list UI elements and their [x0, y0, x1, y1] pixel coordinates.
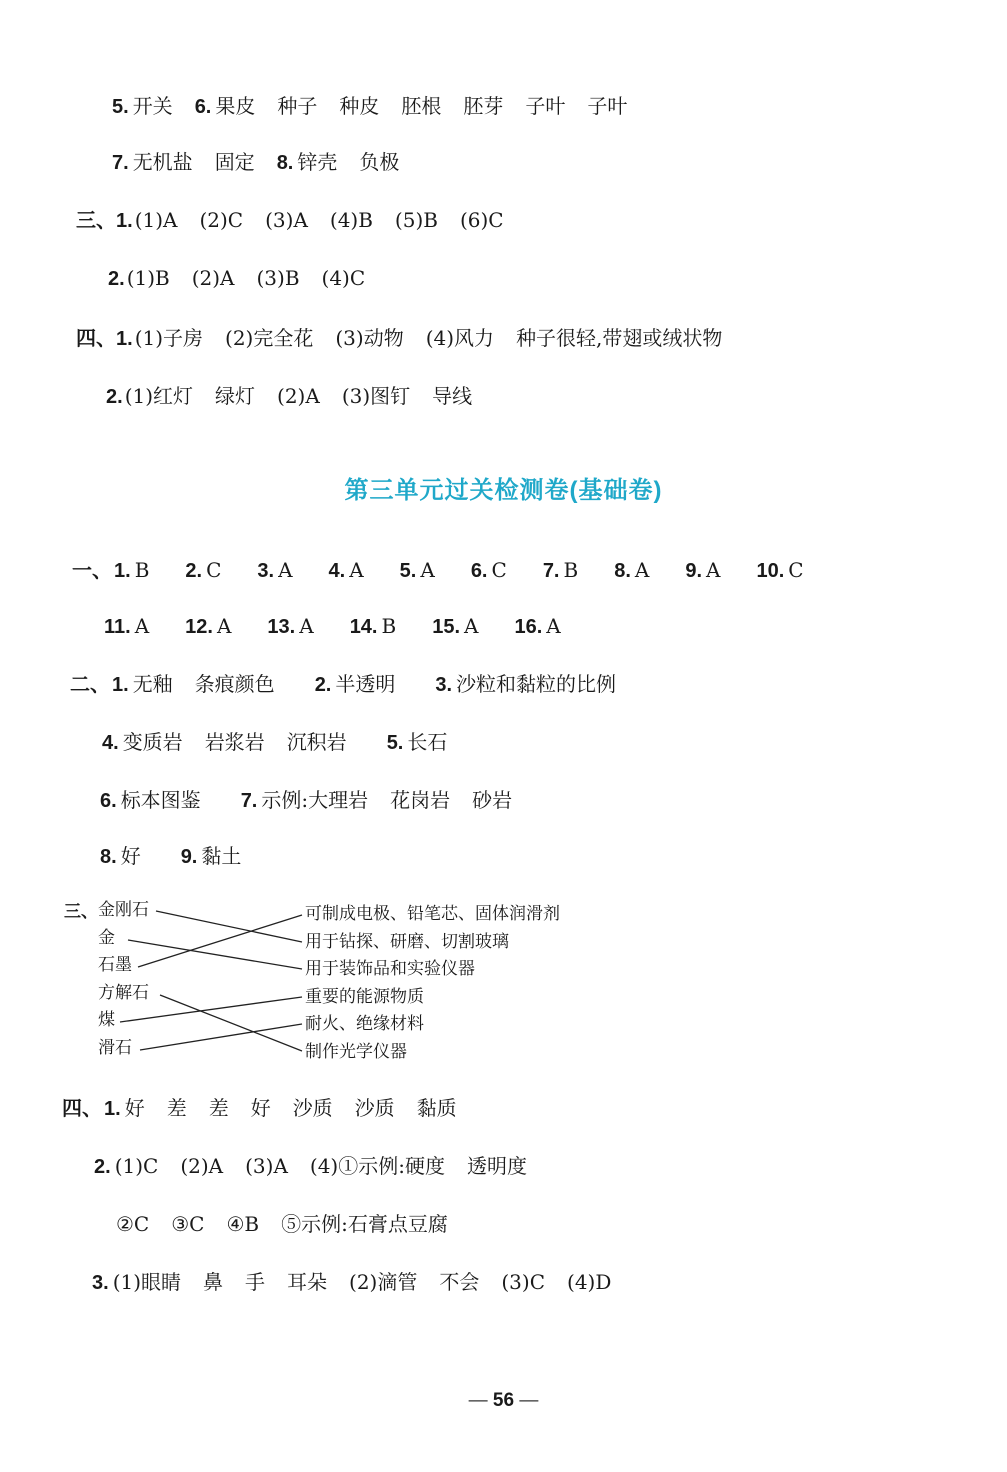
match-line [120, 997, 302, 1022]
answer: 负极 [359, 150, 400, 174]
answer: B [134, 558, 150, 582]
answer: (4)B [329, 208, 373, 232]
answer: 胚芽 [463, 94, 504, 118]
section-prefix: 三、 [64, 902, 98, 921]
page-number: 56 [492, 1390, 515, 1411]
mineral-gold: 金 [98, 927, 115, 948]
match-line [156, 911, 302, 942]
answer: A [546, 614, 561, 638]
answer: 标本图鉴 [120, 788, 201, 812]
answer: 开关 [132, 94, 173, 118]
use-electrode: 可制成电极、铅笔芯、固体润滑剂 [305, 904, 560, 924]
answer: A [349, 558, 364, 582]
item-number: 3. [435, 674, 453, 696]
answer: 种皮 [339, 94, 380, 118]
item-number: 4. [328, 560, 346, 582]
answer: (1)A [134, 208, 178, 232]
answer: 条痕颜色 [194, 672, 275, 696]
page-number-footer [0, 1390, 1007, 1412]
section-prefix: 2. [106, 386, 123, 408]
answer: 岩浆岩 [204, 730, 265, 754]
item-number: 7. [542, 560, 560, 582]
answer: (2)A [191, 266, 235, 290]
use-energy: 重要的能源物质 [305, 986, 424, 1007]
section-prefix: 一、 [72, 560, 112, 582]
answer: 耳朵 [287, 1270, 328, 1294]
item-number: 5. [112, 96, 129, 118]
item-number: 3. [92, 1272, 109, 1294]
mineral-talc: 滑石 [98, 1037, 132, 1058]
answer: (3)A [245, 1154, 288, 1178]
item-number: 1. [114, 560, 131, 582]
item-number: 6. [470, 560, 488, 582]
answer: 胚根 [401, 94, 442, 118]
item-number: 11. [104, 616, 131, 638]
answer: (4)C [321, 266, 366, 290]
answer: 沙质 [292, 1096, 333, 1120]
answer: (5)B [394, 208, 438, 232]
item-number: 6. [100, 790, 117, 812]
mineral-graphite: 石墨 [98, 955, 132, 975]
answer: 差 [208, 1096, 229, 1120]
match-line [140, 1024, 302, 1050]
answer: A [464, 614, 479, 638]
item-number: 13. [267, 616, 296, 638]
item-number: 6. [194, 96, 212, 118]
answer: 好 [124, 1096, 145, 1120]
section-title: 第三单元过关检测卷(基础卷) [344, 477, 663, 504]
answer: 果皮 [215, 94, 256, 118]
answer: ⑤示例:石膏点豆腐 [281, 1212, 448, 1236]
answer: 绿灯 [215, 384, 256, 408]
answer: 半透明 [335, 672, 396, 696]
answer: B [563, 558, 579, 582]
answer: 子叶 [525, 94, 566, 118]
item-number: 8. [100, 846, 117, 868]
item-number: 9. [180, 846, 198, 868]
section-prefix: 2. [108, 268, 125, 290]
use-insulation: 耐火、绝缘材料 [305, 1014, 424, 1034]
use-optical: 制作光学仪器 [305, 1041, 407, 1062]
answer: 砂岩 [472, 788, 513, 812]
item-number: 12. [185, 616, 213, 638]
page-dash: — [519, 1390, 539, 1411]
answer: 黏土 [201, 844, 242, 868]
item-number: 1. [104, 1098, 121, 1120]
answer: (1)子房 [134, 326, 204, 350]
answer: 黏质 [416, 1096, 457, 1120]
answer: C [206, 558, 222, 582]
section-prefix: 四、1. [76, 328, 133, 350]
answer: 长石 [407, 730, 448, 754]
section-prefix: 四、 [62, 1098, 102, 1120]
match-line [128, 940, 302, 969]
section-prefix: 二、 [70, 674, 110, 696]
answer: A [216, 614, 232, 638]
mineral-coal: 煤 [98, 1010, 115, 1030]
answer: (1)B [126, 266, 170, 290]
answer: 变质岩 [122, 730, 183, 754]
answer: ④B [226, 1212, 260, 1236]
answer: A [278, 558, 293, 582]
answer-line [62, 1094, 479, 1123]
item-number: 2. [185, 560, 203, 582]
answer: 好 [250, 1096, 271, 1120]
answer: (3)C [501, 1270, 546, 1294]
answer: 种子 [277, 94, 318, 118]
use-drilling: 用于钻探、研磨、切割玻璃 [305, 931, 509, 952]
answer: ③C [171, 1212, 205, 1236]
page-dash: — [468, 1390, 488, 1411]
answer: (3)动物 [335, 326, 404, 350]
answer: 花岗岩 [390, 788, 451, 812]
answer: A [420, 558, 435, 582]
answer: C [491, 558, 507, 582]
answer: 鼻 [203, 1270, 224, 1294]
answer: (2)A [180, 1154, 224, 1178]
answer: 无釉 [132, 672, 173, 696]
answer: (4)风力 [425, 326, 495, 350]
answer: (6)C [459, 208, 504, 232]
match-line [138, 915, 302, 967]
answer: (2)C [199, 208, 244, 232]
answer: (4)①示例:硬度 [309, 1154, 445, 1178]
item-number: 2. [314, 674, 332, 696]
item-number: 5. [399, 560, 417, 582]
answer: 导线 [432, 384, 473, 408]
answer: 透明度 [466, 1154, 527, 1178]
item-number: 8. [276, 152, 294, 174]
answer: (3)图钉 [341, 384, 411, 408]
answer-line [116, 1210, 470, 1238]
answer: A [706, 558, 721, 582]
item-number: 16. [514, 616, 543, 638]
answer-line [92, 1268, 633, 1297]
item-number: 1. [112, 674, 129, 696]
answer: (2)滴管 [349, 1270, 418, 1294]
mineral-diamond: 金刚石 [98, 900, 149, 920]
answer: 沙质 [354, 1096, 395, 1120]
item-number: 14. [349, 616, 378, 638]
item-number: 2. [94, 1156, 111, 1178]
item-number: 15. [432, 616, 461, 638]
item-number: 7. [112, 152, 129, 174]
item-number: 3. [257, 560, 275, 582]
answer: C [788, 558, 804, 582]
answer: (1)C [114, 1154, 159, 1178]
answer: 锌壳 [297, 150, 338, 174]
answer: (2)A [277, 384, 320, 408]
answer: A [299, 614, 314, 638]
use-decoration: 用于装饰品和实验仪器 [305, 959, 475, 979]
answer-line [94, 1152, 549, 1181]
answer: (3)A [265, 208, 308, 232]
answer: 手 [245, 1270, 266, 1294]
answer: 固定 [214, 150, 255, 174]
item-number: 4. [102, 732, 119, 754]
answer: (2)完全花 [225, 326, 314, 350]
answer: 示例:大理岩 [261, 788, 369, 812]
item-number: 5. [386, 732, 404, 754]
item-number: 9. [685, 560, 703, 582]
section-prefix: 三、1. [76, 210, 133, 232]
answer: (4)D [567, 1270, 612, 1294]
mineral-calcite: 方解石 [98, 982, 149, 1003]
item-number: 7. [240, 790, 258, 812]
answer: ②C [116, 1212, 150, 1236]
answer: (1)眼睛 [112, 1270, 182, 1294]
answer: B [381, 614, 397, 638]
answer: (3)B [256, 266, 300, 290]
answer: A [134, 614, 150, 638]
answer: (1)红灯 [124, 384, 194, 408]
answer: 差 [166, 1096, 187, 1120]
answer: 种子很轻,带翅或绒状物 [516, 326, 723, 350]
match-line [160, 995, 302, 1051]
answer: 沙粒和黏粒的比例 [456, 672, 617, 696]
answer: 沉积岩 [286, 730, 347, 754]
answer: 好 [120, 844, 141, 868]
answer: 不会 [439, 1270, 480, 1294]
item-number: 10. [756, 560, 785, 582]
answer: A [634, 558, 650, 582]
answer: 子叶 [587, 94, 628, 118]
item-number: 8. [614, 560, 631, 582]
answer: 无机盐 [132, 150, 193, 174]
